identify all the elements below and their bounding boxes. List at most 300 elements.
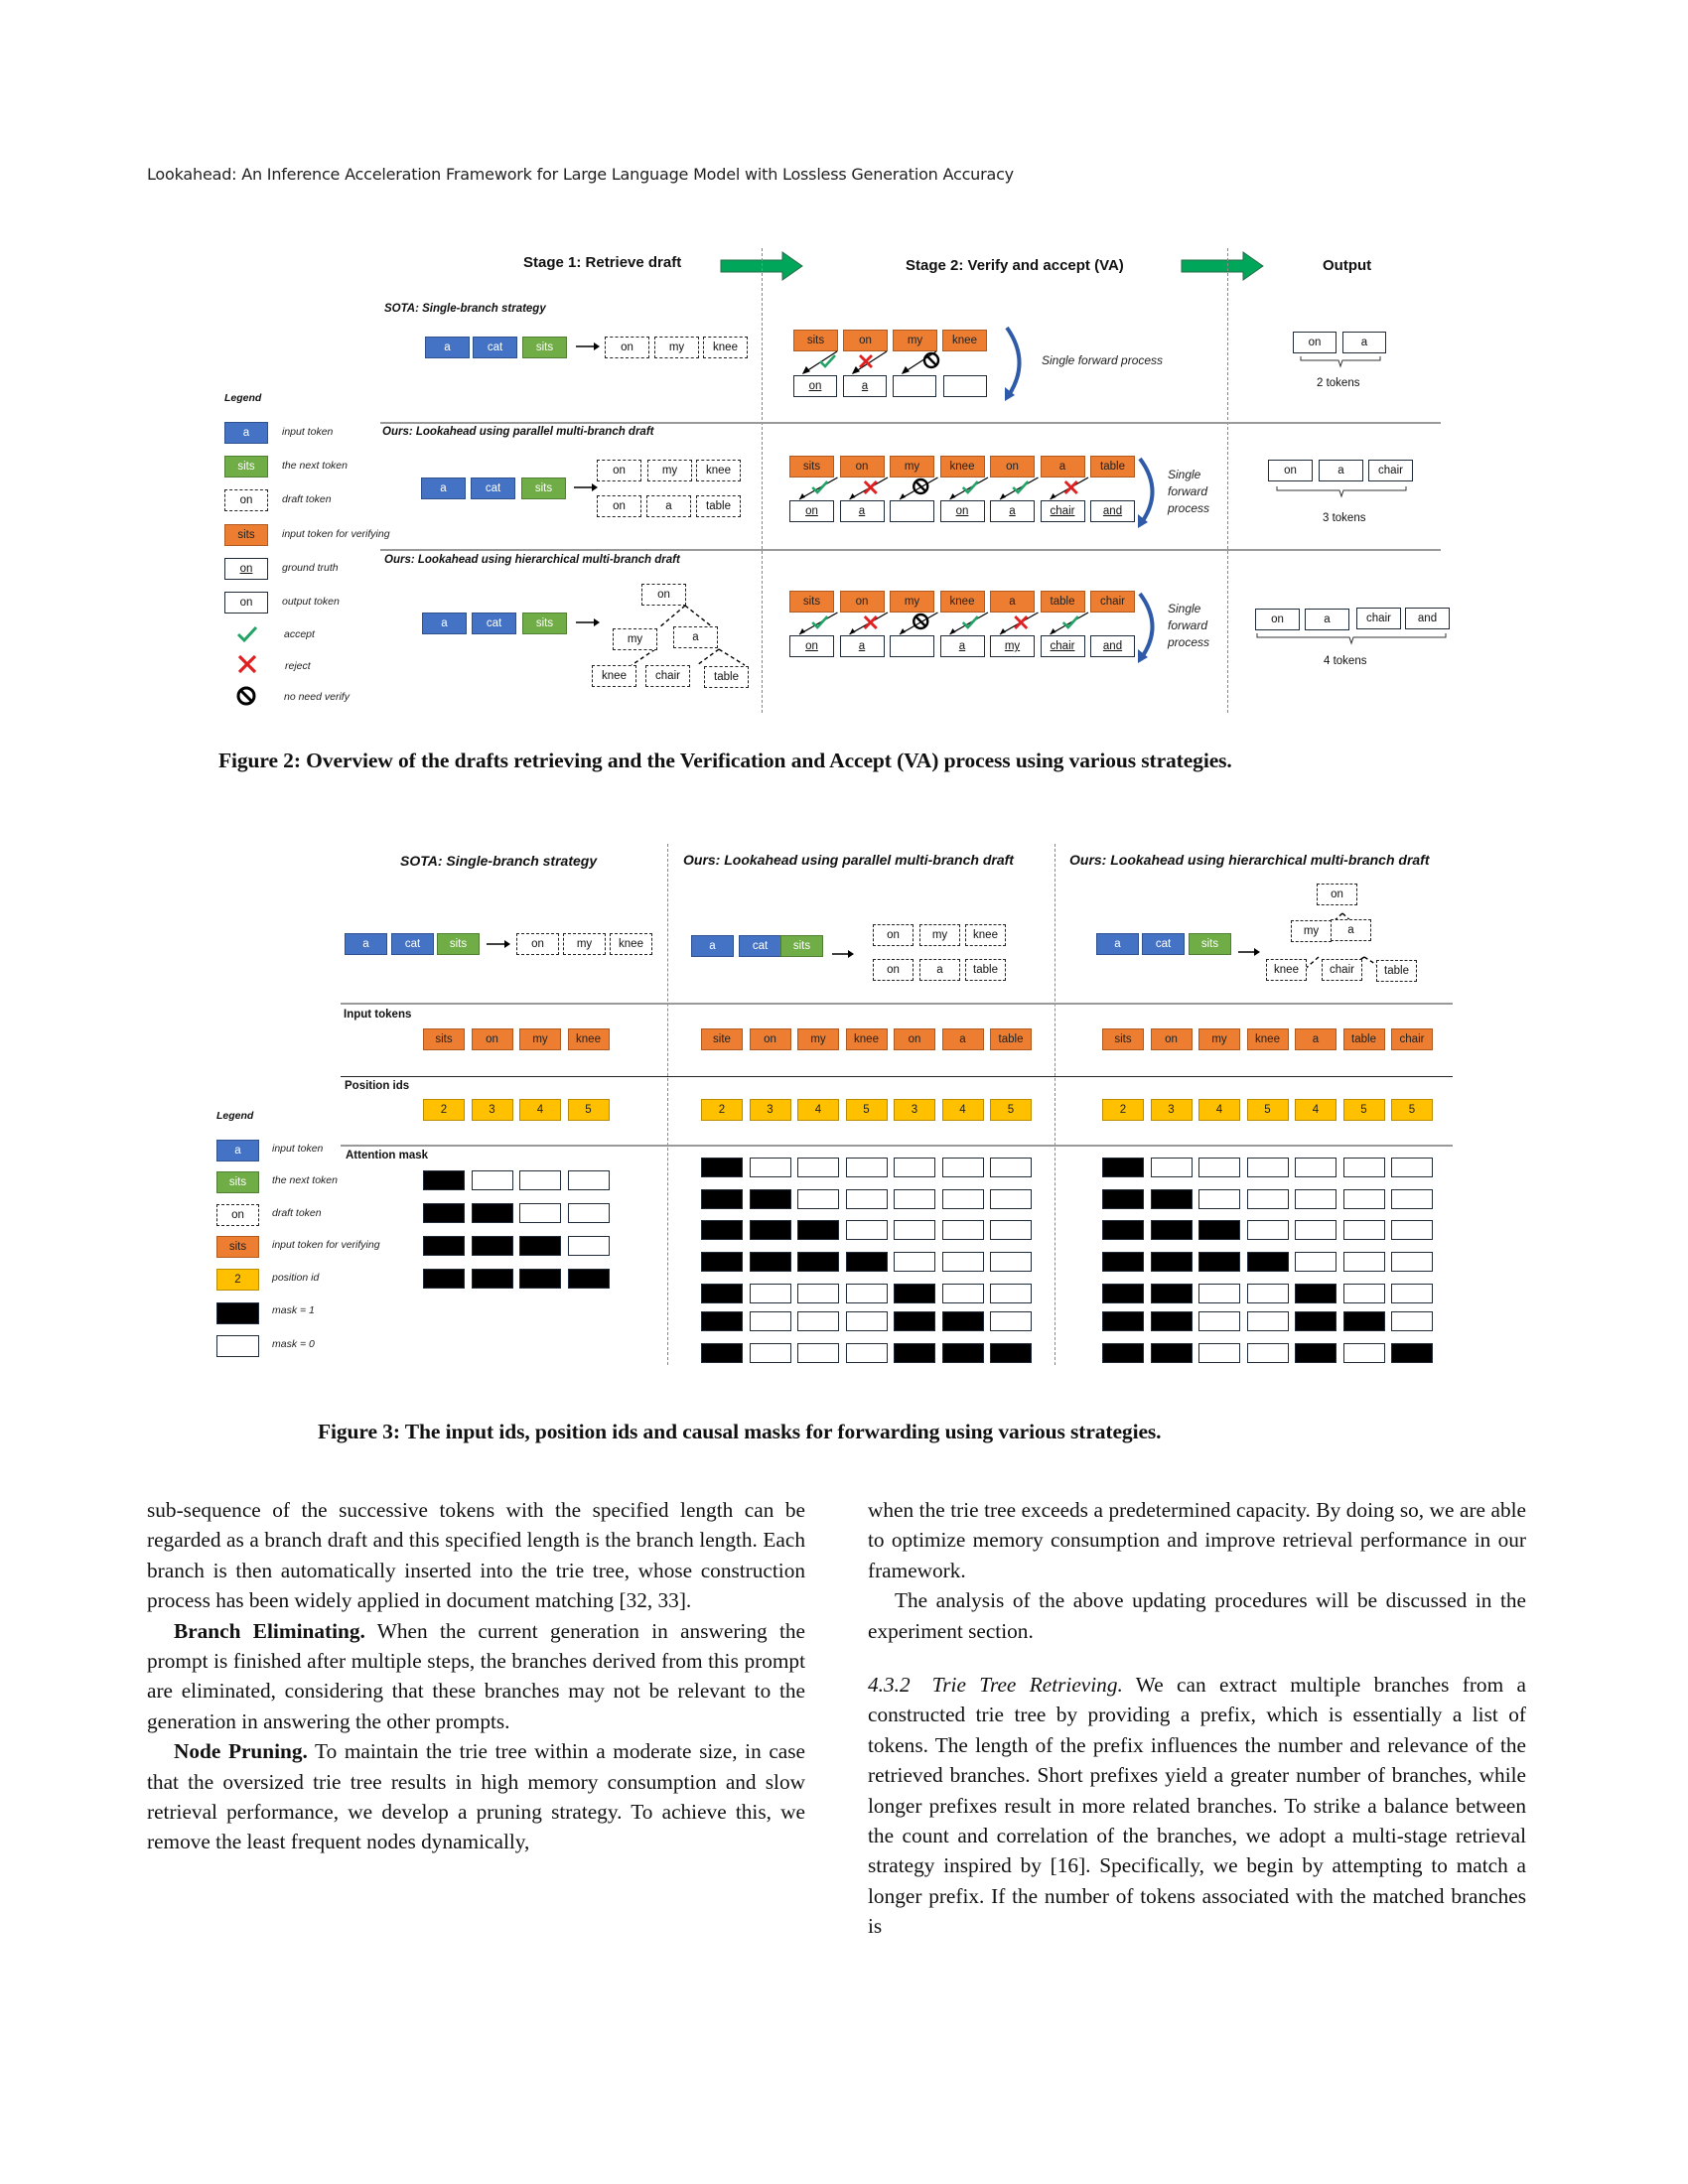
mask-cell-1: [701, 1284, 743, 1303]
output-token: chair: [1368, 460, 1413, 481]
paragraph-heading: Node Pruning.: [174, 1739, 308, 1764]
legend-swatch-input: a: [224, 422, 268, 444]
mask-cell-0: [1247, 1311, 1289, 1331]
draft-token: on: [597, 460, 641, 481]
mask-cell-1: [1247, 1252, 1289, 1272]
legend-label: reject: [285, 660, 311, 672]
no-verify-icon: [236, 686, 256, 706]
token-text: a: [861, 380, 869, 392]
input-token: cat: [739, 935, 781, 957]
curved-arrow-icon: [1138, 457, 1160, 528]
mask-cell-0: [1247, 1189, 1289, 1209]
legend-swatch-verify: sits: [216, 1236, 259, 1258]
position-id: 4: [797, 1099, 839, 1121]
input-token: a: [422, 613, 467, 634]
mask-cell-0: [1198, 1343, 1240, 1363]
row-title: Ours: Lookahead using hierarchical multi-branch draft: [384, 554, 680, 566]
output-token: a: [1319, 460, 1363, 481]
mask-cell-0: [990, 1311, 1032, 1331]
mask-cell-0: [990, 1189, 1032, 1209]
input-id-token: sits: [423, 1028, 465, 1050]
figure-3-caption: Figure 3: The input ids, position ids and causal masks for forwarding using various strategies.: [318, 1420, 1162, 1443]
mask-cell-0: [1295, 1252, 1336, 1272]
mask-cell-0: [1198, 1158, 1240, 1177]
mask-cell-0: [797, 1343, 839, 1363]
mask-cell-1: [894, 1343, 935, 1363]
cross-icon: [1065, 481, 1077, 493]
row-title: SOTA: Single-branch strategy: [384, 303, 546, 315]
legend-label: input token: [282, 426, 334, 438]
ground-truth-token: [840, 635, 885, 657]
draft-token: a: [646, 495, 691, 517]
divider: [1227, 248, 1228, 713]
stage1-title: Stage 1: Retrieve draft: [523, 254, 682, 271]
stage2-title: Stage 2: Verify and accept (VA): [906, 257, 1124, 274]
legend-label: position id: [272, 1272, 320, 1284]
verify-token: on: [840, 456, 885, 478]
divider: [667, 844, 668, 1365]
draft-token: my: [654, 337, 699, 358]
mask-cell-1: [750, 1189, 791, 1209]
process-label: Single forward process: [1042, 353, 1164, 367]
legend-label: mask = 0: [272, 1338, 315, 1350]
input-id-token: table: [1343, 1028, 1385, 1050]
ground-truth-token-empty: [943, 375, 987, 397]
token-text: chair: [1050, 505, 1075, 517]
arrow-right-icon: [574, 482, 598, 492]
input-token: a: [345, 933, 387, 955]
legend-swatch-output: on: [224, 592, 268, 614]
legend-swatch-draft: on: [216, 1204, 259, 1226]
mask-cell-0: [894, 1220, 935, 1240]
mask-cell-0: [797, 1189, 839, 1209]
legend-swatch-ground-truth: [224, 558, 268, 580]
mask-cell-1: [701, 1343, 743, 1363]
position-id: 5: [568, 1099, 610, 1121]
verify-token: sits: [793, 330, 838, 351]
input-token: cat: [1142, 933, 1185, 955]
mask-cell-1: [797, 1252, 839, 1272]
legend-swatch-input: a: [216, 1140, 259, 1161]
mask-cell-1: [568, 1269, 610, 1289]
mask-cell-0: [1198, 1284, 1240, 1303]
separator: [380, 549, 1441, 551]
legend-label: input token: [272, 1143, 324, 1155]
legend-title: Legend: [224, 392, 262, 404]
cross-icon: [865, 616, 877, 628]
position-id: 2: [423, 1099, 465, 1121]
legend-label: the next token: [282, 460, 348, 472]
legend-label: draft token: [272, 1207, 322, 1219]
draft-token: knee: [965, 924, 1006, 946]
input-token: cat: [471, 478, 515, 499]
mask-cell-1: [1295, 1284, 1336, 1303]
mask-cell-1: [1102, 1252, 1144, 1272]
stage-arrow-icon: [721, 252, 804, 280]
ground-truth-token: [840, 500, 885, 522]
output-count: 4 tokens: [1324, 655, 1367, 667]
input-token: cat: [472, 613, 516, 634]
ground-truth-token: [940, 635, 985, 657]
draft-token: knee: [703, 337, 748, 358]
verify-token: on: [990, 456, 1035, 478]
separator: [341, 1003, 1453, 1005]
mask-cell-0: [942, 1189, 984, 1209]
brace-icon: [1257, 633, 1446, 647]
draft-token: on: [873, 959, 914, 981]
legend-swatch-draft: on: [224, 489, 268, 511]
input-id-token: sits: [1102, 1028, 1144, 1050]
input-id-token: on: [472, 1028, 513, 1050]
mask-cell-1: [423, 1269, 465, 1289]
paragraph-text: When the current generation in answering the prompt is finished after multiple steps, the branches derived from this prompt are eliminated, considering that these branches may not be relevant to the generation in answering the other prompts.: [147, 1618, 805, 1733]
legend-label: ground truth: [282, 562, 339, 574]
ground-truth-token: [789, 500, 834, 522]
mask-cell-0: [1151, 1158, 1193, 1177]
no-verify-icon: [924, 353, 938, 367]
mask-cell-1: [1102, 1343, 1144, 1363]
mask-cell-0: [990, 1252, 1032, 1272]
row-label-position-ids: Position ids: [345, 1080, 410, 1092]
draft-token: a: [919, 959, 960, 981]
mask-cell-1: [1343, 1311, 1385, 1331]
process-label: Single forward process: [1168, 468, 1210, 515]
position-id: 5: [846, 1099, 888, 1121]
column-title: Ours: Lookahead using hierarchical multi-branch draft: [1069, 852, 1430, 868]
position-id: 4: [519, 1099, 561, 1121]
mask-cell-1: [1151, 1284, 1193, 1303]
row-label-input-tokens: Input tokens: [344, 1009, 412, 1021]
verify-token: sits: [789, 591, 834, 613]
separator: [380, 422, 1441, 424]
arrow-right-icon: [1238, 947, 1260, 957]
mask-cell-1: [797, 1220, 839, 1240]
output-token: and: [1405, 608, 1450, 629]
mask-cell-0: [1391, 1189, 1433, 1209]
verify-token: my: [890, 591, 934, 613]
legend-swatch-position: 2: [216, 1269, 259, 1291]
check-icon: [236, 625, 258, 643]
verify-token: on: [840, 591, 885, 613]
mask-cell-1: [472, 1269, 513, 1289]
ground-truth-token: [1041, 635, 1085, 657]
input-id-token: on: [1151, 1028, 1193, 1050]
verify-token: table: [1090, 456, 1135, 478]
mask-cell-0: [1343, 1158, 1385, 1177]
position-id: 5: [1343, 1099, 1385, 1121]
mask-cell-1: [472, 1203, 513, 1223]
tree-node: table: [704, 666, 749, 688]
input-id-token: knee: [1247, 1028, 1289, 1050]
running-head: Lookahead: An Inference Acceleration Framework for Large Language Model with Lossless Generation Accuracy: [147, 165, 1014, 184]
divider: [762, 248, 763, 713]
token-text: my: [1004, 640, 1021, 652]
verify-arrows: [789, 613, 1147, 638]
next-token: sits: [437, 933, 480, 955]
input-id-token: my: [1198, 1028, 1240, 1050]
ground-truth-token-empty: [890, 635, 934, 657]
process-label: Single forward process: [1168, 602, 1210, 649]
legend-label: input token for verifying: [272, 1239, 380, 1251]
mask-cell-0: [1391, 1311, 1433, 1331]
input-token: cat: [391, 933, 434, 955]
ground-truth-token: [793, 375, 837, 397]
mask-cell-1: [701, 1189, 743, 1209]
mask-cell-0: [1198, 1311, 1240, 1331]
mask-cell-0: [1295, 1189, 1336, 1209]
position-id: 2: [701, 1099, 743, 1121]
mask-cell-1: [1151, 1343, 1193, 1363]
mask-cell-0: [1198, 1189, 1240, 1209]
arrow-right-icon: [576, 341, 600, 351]
mask-cell-1: [1151, 1252, 1193, 1272]
mask-cell-0: [797, 1158, 839, 1177]
mask-cell-0: [990, 1284, 1032, 1303]
tree-node: my: [1291, 920, 1332, 942]
token-text: and: [1102, 505, 1123, 517]
mask-cell-0: [990, 1158, 1032, 1177]
mask-cell-1: [423, 1170, 465, 1190]
position-id: 5: [1391, 1099, 1433, 1121]
paragraph: sub-sequence of the successive tokens with the specified length can be regarded as a branch draft and this specified length is the branch length. Each branch is then automatically inserted into the trie tree, whose construction process has been widely applied in document matching [32, 33].: [147, 1498, 805, 1613]
arrow-right-icon: [832, 949, 854, 959]
input-id-token: knee: [846, 1028, 888, 1050]
next-token: sits: [522, 337, 567, 358]
paragraph: [868, 1670, 1526, 1942]
input-token: a: [691, 935, 734, 957]
mask-cell-0: [1343, 1252, 1385, 1272]
mask-cell-1: [1151, 1220, 1193, 1240]
legend-swatch-mask1: [216, 1302, 259, 1324]
input-token: a: [421, 478, 466, 499]
mask-cell-1: [1151, 1311, 1193, 1331]
draft-token: knee: [610, 933, 652, 955]
next-token: sits: [522, 613, 567, 634]
legend-label: the next token: [272, 1174, 338, 1186]
mask-cell-0: [750, 1158, 791, 1177]
paragraph: when the trie tree exceeds a predetermined capacity. By doing so, we are able to optimize memory consumption and improve retrieval performance in our framework.: [868, 1498, 1526, 1582]
mask-cell-0: [1391, 1158, 1433, 1177]
output-count: 2 tokens: [1317, 377, 1360, 389]
output-token: on: [1293, 332, 1336, 353]
paragraph-text: We can extract multiple branches from a constructed trie tree by providing a prefix, which is essentially a list of tokens. The length of the prefix influences the number and relevance of the retrieved branches. Short prefixes yield a greater number of branches, while longer prefixes result in more related branches. To strike a balance between the count and correlation of the branches, we adopt a multi-stage retrieval strategy inspired by [16]. Specifically, we begin by attempting to match a longer prefix. If the number of tokens associated with the matched branches is: [868, 1673, 1526, 1939]
row-label-attention-mask: Attention mask: [346, 1150, 429, 1161]
paragraph-text: To maintain the trie tree within a moderate size, in case that the oversized trie tree results in high memory consumption and slow retrieval performance, we develop a pruning strategy. To achieve this, we remove the least frequent nodes dynamically,: [147, 1739, 805, 1854]
mask-cell-1: [894, 1311, 935, 1331]
brace-icon: [1277, 486, 1406, 500]
input-id-token: a: [942, 1028, 984, 1050]
mask-cell-0: [846, 1189, 888, 1209]
legend-title: Legend: [216, 1110, 254, 1122]
draft-token: my: [647, 460, 692, 481]
mask-cell-0: [942, 1252, 984, 1272]
draft-token: on: [605, 337, 649, 358]
token-text: a: [958, 640, 966, 652]
section-number: 4.3.2: [868, 1673, 911, 1698]
mask-cell-1: [1391, 1343, 1433, 1363]
mask-cell-0: [1343, 1284, 1385, 1303]
mask-cell-1: [942, 1343, 984, 1363]
mask-cell-1: [1295, 1343, 1336, 1363]
curved-arrow-icon: [1005, 326, 1027, 401]
mask-cell-0: [750, 1284, 791, 1303]
legend-label: accept: [284, 628, 315, 640]
mask-cell-1: [1198, 1220, 1240, 1240]
tree-node: a: [1331, 919, 1371, 941]
mask-cell-1: [990, 1343, 1032, 1363]
legend-swatch-next: sits: [216, 1171, 259, 1193]
mask-cell-1: [1151, 1189, 1193, 1209]
input-id-token: my: [519, 1028, 561, 1050]
body-right-column: [868, 1495, 1526, 1942]
mask-cell-1: [942, 1311, 984, 1331]
figure-2-caption: Figure 2: Overview of the drafts retrieving and the Verification and Accept (VA) process using various strategies.: [218, 749, 1232, 772]
token-text: a: [858, 505, 866, 517]
mask-cell-0: [894, 1189, 935, 1209]
tree-node: chair: [1322, 959, 1362, 981]
token-text: on: [808, 380, 822, 392]
position-id: 4: [1198, 1099, 1240, 1121]
mask-cell-0: [750, 1311, 791, 1331]
no-verify-icon: [914, 614, 927, 628]
output-token: a: [1342, 332, 1386, 353]
mask-cell-0: [1295, 1220, 1336, 1240]
input-id-token: knee: [568, 1028, 610, 1050]
tree-node: a: [673, 626, 718, 648]
input-token: a: [425, 337, 470, 358]
mask-cell-0: [568, 1236, 610, 1256]
mask-cell-0: [1343, 1189, 1385, 1209]
mask-cell-0: [990, 1220, 1032, 1240]
verify-group: [789, 591, 1147, 662]
mask-cell-1: [846, 1252, 888, 1272]
ground-truth-token: [843, 375, 887, 397]
tree-node: on: [1317, 884, 1357, 905]
position-id: 3: [472, 1099, 513, 1121]
token-text: a: [1009, 505, 1016, 517]
legend-label: no need verify: [284, 691, 350, 703]
mask-cell-0: [894, 1252, 935, 1272]
position-id: 3: [1151, 1099, 1193, 1121]
mask-cell-0: [942, 1158, 984, 1177]
legend-swatch-text: on: [239, 563, 253, 575]
stage-arrow-icon: [1182, 252, 1265, 280]
next-token: sits: [780, 935, 823, 957]
mask-cell-1: [701, 1220, 743, 1240]
no-verify-icon: [914, 479, 927, 493]
tree-node: chair: [645, 665, 690, 687]
token-text: on: [805, 505, 818, 517]
token-text: on: [955, 505, 969, 517]
separator: [341, 1145, 1453, 1147]
position-id: 5: [1247, 1099, 1289, 1121]
mask-cell-0: [942, 1284, 984, 1303]
mask-cell-0: [846, 1343, 888, 1363]
mask-cell-1: [701, 1252, 743, 1272]
column-title: SOTA: Single-branch strategy: [400, 853, 598, 869]
mask-cell-1: [1295, 1311, 1336, 1331]
mask-cell-0: [846, 1158, 888, 1177]
tree-node: my: [613, 628, 657, 650]
mask-cell-0: [1391, 1252, 1433, 1272]
mask-cell-0: [519, 1170, 561, 1190]
mask-cell-0: [519, 1203, 561, 1223]
mask-cell-0: [1247, 1158, 1289, 1177]
ground-truth-token: [1090, 635, 1135, 657]
paragraph: [147, 1616, 805, 1737]
mask-cell-1: [894, 1284, 935, 1303]
mask-cell-0: [472, 1170, 513, 1190]
mask-cell-1: [1102, 1158, 1144, 1177]
legend-label: output token: [282, 596, 340, 608]
position-id: 4: [1295, 1099, 1336, 1121]
verify-token: a: [1041, 456, 1085, 478]
ground-truth-token: [789, 635, 834, 657]
mask-cell-0: [942, 1220, 984, 1240]
ground-truth-token: [1041, 500, 1085, 522]
mask-cell-1: [701, 1158, 743, 1177]
input-id-token: on: [894, 1028, 935, 1050]
mask-cell-1: [1102, 1311, 1144, 1331]
paragraph: [147, 1736, 805, 1857]
mask-cell-0: [846, 1220, 888, 1240]
mask-cell-0: [568, 1170, 610, 1190]
section-title: Trie Tree Retrieving.: [931, 1673, 1123, 1698]
mask-cell-1: [750, 1220, 791, 1240]
mask-cell-1: [519, 1269, 561, 1289]
verify-token: my: [893, 330, 937, 351]
body-left-column: [147, 1495, 805, 1857]
cross-icon: [237, 654, 257, 674]
position-id: 3: [750, 1099, 791, 1121]
position-id: 2: [1102, 1099, 1144, 1121]
draft-token: knee: [696, 460, 741, 481]
paragraph-heading: Branch Eliminating.: [174, 1618, 365, 1643]
arrow-right-icon: [487, 939, 510, 949]
mask-cell-1: [423, 1236, 465, 1256]
next-token: sits: [1189, 933, 1231, 955]
input-token: a: [1096, 933, 1139, 955]
input-id-token: table: [990, 1028, 1032, 1050]
mask-cell-0: [1391, 1220, 1433, 1240]
token-text: and: [1102, 640, 1123, 652]
verify-token: knee: [942, 330, 987, 351]
mask-cell-0: [1343, 1343, 1385, 1363]
mask-cell-0: [846, 1311, 888, 1331]
input-id-token: my: [797, 1028, 839, 1050]
draft-token: on: [873, 924, 914, 946]
verify-group: [789, 456, 1147, 525]
tree-node: on: [641, 584, 686, 606]
input-id-token: on: [750, 1028, 791, 1050]
output-token: on: [1255, 609, 1300, 630]
ground-truth-token: [990, 635, 1035, 657]
legend-label: draft token: [282, 493, 332, 505]
output-token: chair: [1356, 608, 1401, 629]
mask-cell-0: [750, 1343, 791, 1363]
verify-arrows: [793, 351, 992, 377]
separator: [341, 1076, 1453, 1077]
ground-truth-token: [940, 500, 985, 522]
ground-truth-token-empty: [890, 500, 934, 522]
cross-icon: [1015, 616, 1027, 628]
input-token: cat: [473, 337, 517, 358]
mask-cell-1: [750, 1252, 791, 1272]
input-id-token: a: [1295, 1028, 1336, 1050]
mask-cell-0: [568, 1203, 610, 1223]
input-id-token: site: [701, 1028, 743, 1050]
mask-cell-0: [797, 1311, 839, 1331]
